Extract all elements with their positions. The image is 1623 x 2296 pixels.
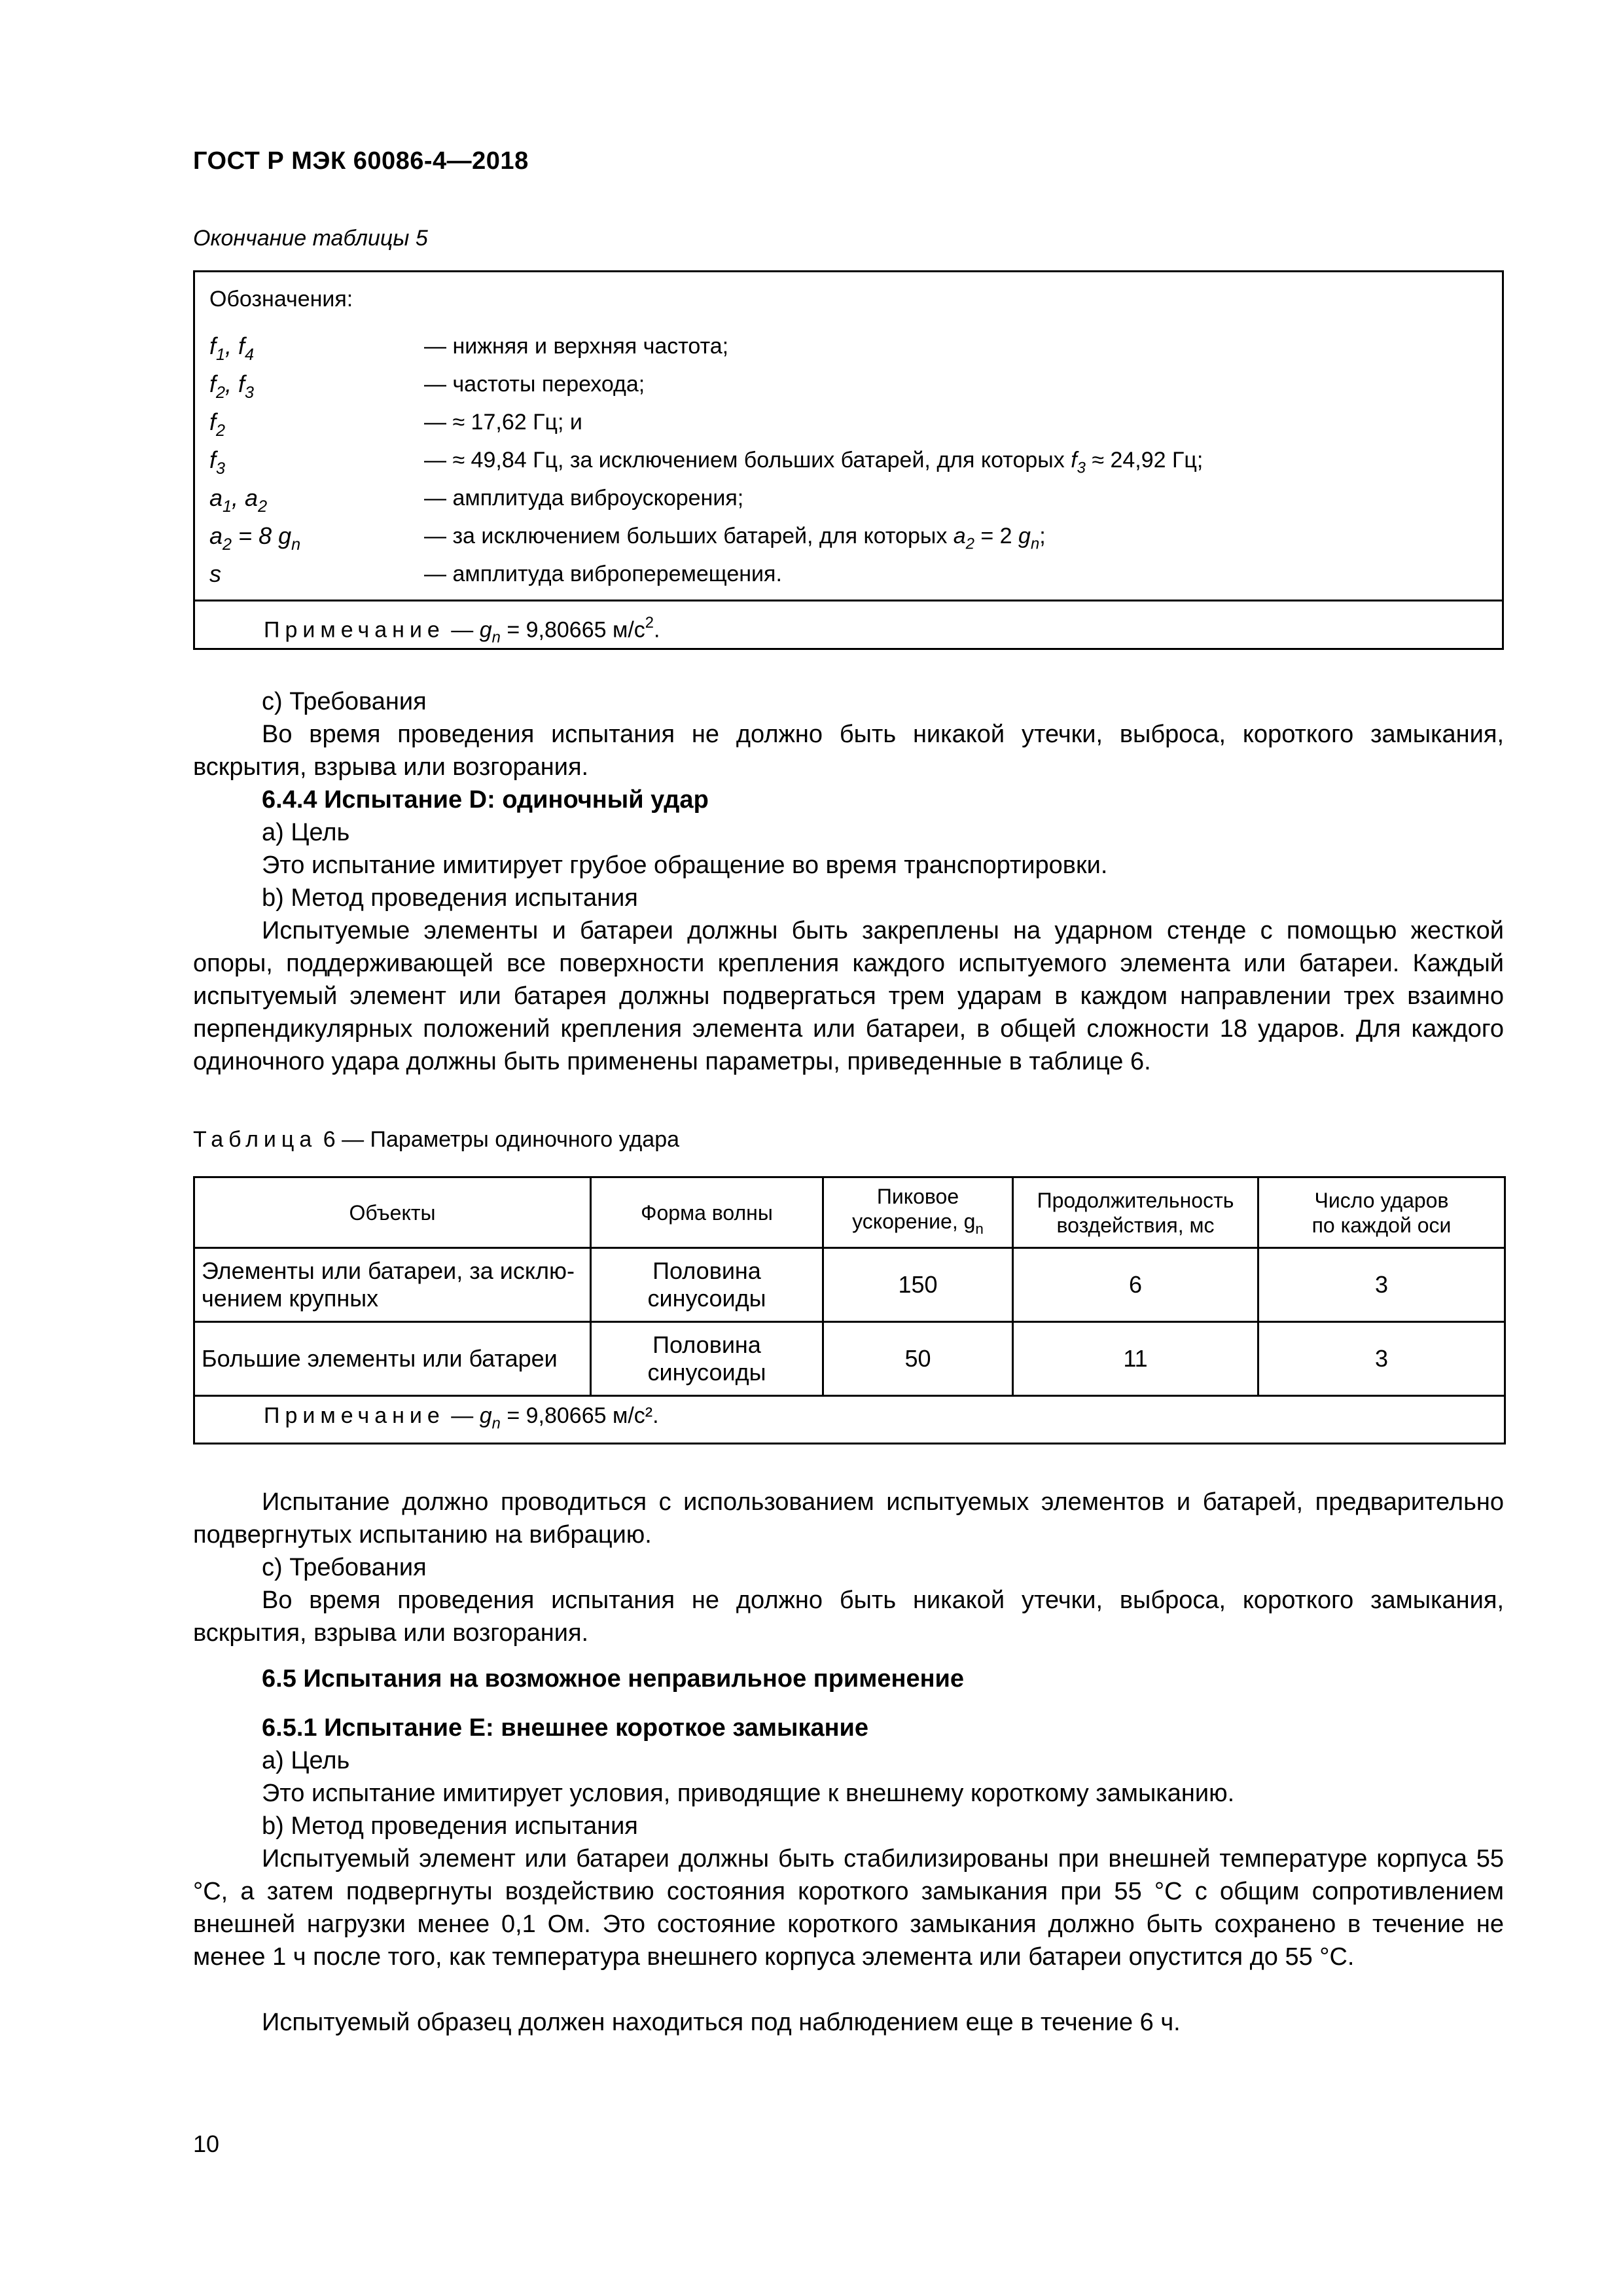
table6 — [193, 1176, 1506, 1444]
header-peak: Пиковое ускорение, $g_n$ — [823, 1177, 1013, 1248]
table6-caption: Таблица 6 — Параметры одиночного удара — [193, 1127, 680, 1152]
section-heading-6-5: 6.5 Испытания на возможное неправильное применение — [262, 1665, 965, 1693]
method-heading: b) Метод проведения испытания — [262, 1812, 638, 1840]
method-text: Испытуемый элемент или батареи должны быть стабилизированы при внешней температуре корпуса 55 °С, а затем подвергнуты воздействию состояния короткого замыкания при 55 °С с общим сопротивлением внешней нагрузки менее 0,1 Ом. Это состояние короткого замыкания должно быть сохранено в течение не менее 1 ч после того, как температура внешнего корпуса элемента или батареи опустится до 55 °С. — [193, 1845, 1504, 1971]
cell-count: 3 — [1258, 1322, 1505, 1396]
page-number: 10 — [193, 2130, 220, 2157]
table5-legend — [193, 270, 1504, 650]
cell-objects: Большие элементы или батареи — [194, 1322, 591, 1396]
method-heading: b) Метод проведения испытания — [262, 884, 638, 912]
header-waveform: Форма волны — [591, 1177, 823, 1248]
legend-title: Обозначения: — [209, 287, 353, 312]
vibration-note-text: Испытание должно проводиться с использованием испытуемых элементов и батарей, предварительно подвергнутых испытанию на вибрацию. — [193, 1488, 1504, 1549]
goal-heading: a) Цель — [262, 819, 350, 846]
legend-symbol: $f_2$ — [209, 408, 226, 440]
goal-text: Это испытание имитирует грубое обращение во время транспортировки. — [262, 852, 1108, 879]
table6-header-row — [194, 1177, 1505, 1248]
legend-description: — частоты перехода; — [424, 372, 645, 397]
legend-symbol: $a_2 = 8$ $g_n$ — [209, 522, 301, 554]
legend-symbol: $f_3$ — [209, 446, 226, 478]
observation-text: Испытуемый образец должен находиться под наблюдением еще в течение 6 ч. — [262, 2009, 1181, 2036]
legend-symbol: s — [209, 560, 221, 587]
cell-peak: 150 — [823, 1248, 1013, 1322]
method-text: Испытуемые элементы и батареи должны быть закреплены на ударном стенде с помощью жесткой опоры, поддерживающей все поверхности крепления каждого испытуемого элемента или батареи. Каждый испытуемый элемент или батарея должны подвергаться трем ударам в каждом направлении трех взаимно перпендикулярных положений крепления элемента или батареи, в общей сложности 18 ударов. Для каждого одиночного удара должны быть применены параметры, приведенные в таблице 6. — [193, 917, 1504, 1075]
table6-note: Примечание — $g_n = 9,80665$ м/с². — [194, 1396, 1505, 1444]
table5-continuation-label: Окончание таблицы 5 — [193, 226, 428, 251]
legend-symbol: $f_2$, $f_3$ — [209, 370, 255, 402]
header-duration: Продолжительность воздействия, мс — [1013, 1177, 1258, 1248]
legend-description: — за исключением больших батарей, для которых $a_2 = 2$ $g_n$; — [424, 524, 1046, 553]
header-count: Число ударов по каждой оси — [1258, 1177, 1505, 1248]
table5-separator — [195, 600, 1502, 601]
cell-objects: Элементы или батареи, за исклю- чением крупных — [194, 1248, 591, 1322]
requirements-heading: c) Требования — [262, 1554, 427, 1581]
cell-peak: 50 — [823, 1322, 1013, 1396]
document-header: ГОСТ Р МЭК 60086-4—2018 — [193, 147, 529, 175]
table-row — [194, 1322, 1505, 1396]
goal-text: Это испытание имитирует условия, приводящие к внешнему короткому замыканию. — [262, 1780, 1235, 1807]
goal-heading: a) Цель — [262, 1747, 350, 1774]
requirements-text: Во время проведения испытания не должно быть никакой утечки, выброса, короткого замыкания, вскрытия, взрыва или возгорания. — [193, 1587, 1504, 1647]
table-row — [194, 1248, 1505, 1322]
legend-symbol: $a_1$, $a_2$ — [209, 484, 268, 516]
section-heading-6-4-4: 6.4.4 Испытание D: одиночный удар — [262, 786, 709, 814]
legend-symbol: $f_1$, $f_4$ — [209, 332, 255, 364]
legend-description: — амплитуда виброперемещения. — [424, 562, 782, 586]
cell-waveform: Половина синусоиды — [591, 1248, 823, 1322]
header-objects: Объекты — [194, 1177, 591, 1248]
legend-description: — нижняя и верхняя частота; — [424, 334, 729, 359]
requirements-text: Во время проведения испытания не должно быть никакой утечки, выброса, короткого замыкания, вскрытия, взрыва или возгорания. — [193, 721, 1504, 781]
cell-count: 3 — [1258, 1248, 1505, 1322]
legend-description: — ≈ 49,84 Гц, за исключением больших батарей, для которых $f_3 \approx 24,92$ Гц; — [424, 448, 1204, 477]
legend-description: — амплитуда виброускорения; — [424, 486, 744, 511]
cell-waveform: Половина синусоиды — [591, 1322, 823, 1396]
table6-note-row — [194, 1396, 1505, 1444]
legend-description: — ≈ 17,62 Гц; и — [424, 410, 582, 435]
cell-duration: 11 — [1013, 1322, 1258, 1396]
section-heading-6-5-1: 6.5.1 Испытание E: внешнее короткое замыкание — [262, 1714, 869, 1742]
table5-note: Примечание — $g_n = 9,80665$ $м/с^2$. — [264, 614, 660, 647]
cell-duration: 6 — [1013, 1248, 1258, 1322]
requirements-heading: c) Требования — [262, 688, 427, 715]
